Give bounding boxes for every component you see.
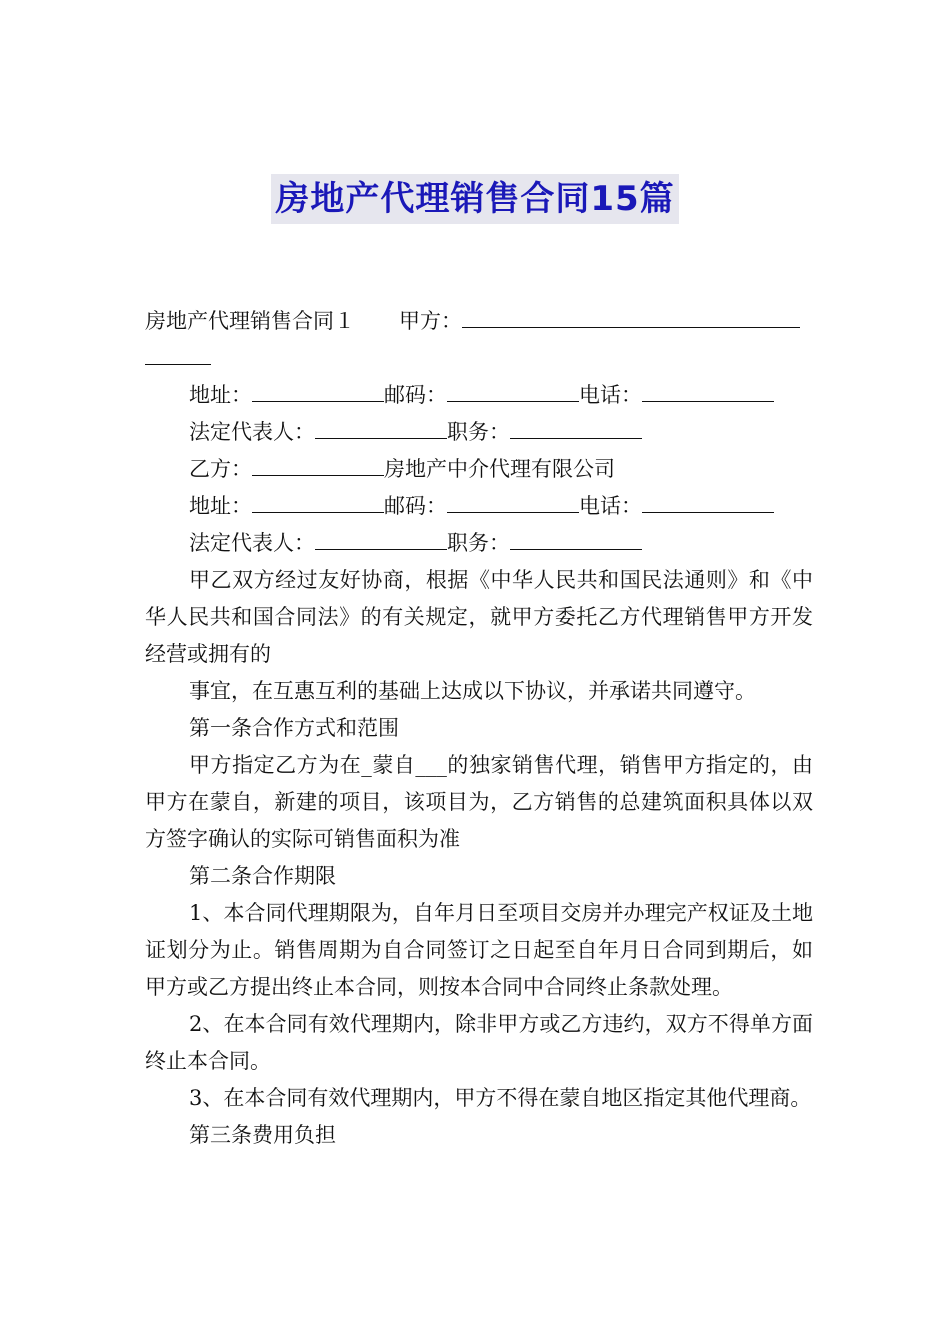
party-a-contact-line xyxy=(145,377,813,414)
party-b-line xyxy=(145,451,813,488)
party-b-company: 房地产中介代理有限公司 xyxy=(384,457,615,481)
party-a-blank xyxy=(462,305,800,328)
intro-paragraph-1: 甲乙双方经过友好协商，根据《中华人民共和国民法通则》和《中华人民共和国合同法》的有关规定，就甲方委托乙方代理销售甲方开发经营或拥有的 xyxy=(145,568,813,666)
party-a-legal-rep-label: 法定代表人： xyxy=(189,420,315,444)
party-b-postcode-label: 邮码： xyxy=(384,494,447,518)
party-b-postcode-blank xyxy=(447,490,579,513)
article-2-item-2: 2、在本合同有效代理期内，除非甲方或乙方违约，双方不得单方面终止本合同。 xyxy=(145,1012,813,1073)
party-b-label: 乙方： xyxy=(189,457,252,481)
document-title: 房地产代理销售合同15篇 xyxy=(271,174,678,224)
party-b-legal-rep-label: 法定代表人： xyxy=(189,531,315,555)
party-b-contact-line xyxy=(145,488,813,525)
party-a-blank-tail xyxy=(145,342,211,365)
party-a-label: 甲方： xyxy=(399,309,462,333)
party-a-address-blank xyxy=(252,379,384,402)
header-line xyxy=(145,303,813,340)
party-a-postcode-blank xyxy=(447,379,579,402)
party-b-legal-rep-blank xyxy=(315,527,447,550)
document-body xyxy=(145,303,813,1154)
article-2-title: 第二条合作期限 xyxy=(189,864,336,888)
party-b-position-label: 职务： xyxy=(447,531,510,555)
article-1-title: 第一条合作方式和范围 xyxy=(189,716,399,740)
party-b-address-label: 地址： xyxy=(189,494,252,518)
party-a-address-label: 地址： xyxy=(189,383,252,407)
article-2-item-3: 3、在本合同有效代理期内，甲方不得在蒙自地区指定其他代理商。 xyxy=(189,1086,812,1110)
intro-paragraph-2: 事宜，在互惠互利的基础上达成以下协议，并承诺共同遵守。 xyxy=(189,679,756,703)
title-wrap xyxy=(0,174,950,224)
party-b-address-blank xyxy=(252,490,384,513)
party-b-blank xyxy=(252,453,384,476)
party-a-phone-label: 电话： xyxy=(579,383,642,407)
party-b-position-blank xyxy=(510,527,642,550)
party-a-phone-blank xyxy=(642,379,774,402)
party-a-blank-continued xyxy=(145,340,813,377)
article-3-title: 第三条费用负担 xyxy=(189,1123,336,1147)
party-a-position-label: 职务： xyxy=(447,420,510,444)
article-2-item-1: 1、本合同代理期限为，自年月日至项目交房并办理完产权证及土地证划分为止。销售周期为自合同签订之日起至自年月日合同到期后，如甲方或乙方提出终止本合同，则按本合同中合同终止条款处理。 xyxy=(145,901,813,999)
party-a-legal-rep-blank xyxy=(315,416,447,439)
party-a-position-blank xyxy=(510,416,642,439)
party-a-postcode-label: 邮码： xyxy=(384,383,447,407)
article-1-body: 甲方指定乙方为在_蒙自___的独家销售代理，销售甲方指定的，由甲方在蒙自，新建的项目，该项目为，乙方销售的总建筑面积具体以双方签字确认的实际可销售面积为准 xyxy=(145,753,813,851)
party-b-phone-blank xyxy=(642,490,774,513)
contract-label: 房地产代理销售合同１ xyxy=(145,309,355,333)
party-b-phone-label: 电话： xyxy=(579,494,642,518)
party-a-rep-line xyxy=(145,414,813,451)
party-b-rep-line xyxy=(145,525,813,562)
